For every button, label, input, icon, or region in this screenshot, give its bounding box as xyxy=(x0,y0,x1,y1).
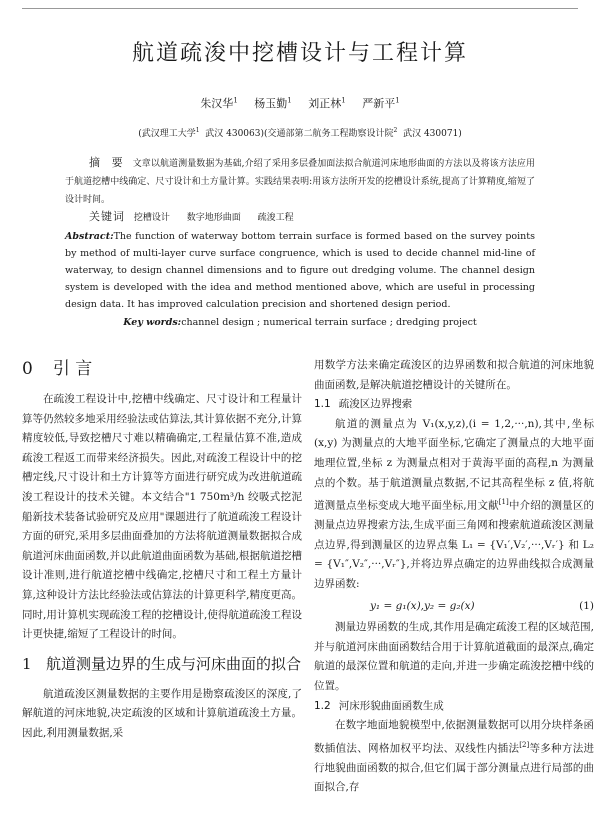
paragraph: 航道疏浚区测量数据的主要作用是勘察疏浚区的深度,了解航道的河床地貌,决定疏浚的区域和计算航道疏浚土方量。因此,利用测量数据,采 xyxy=(22,687,302,739)
abstract-en-text: The function of waterway bottom terrain surface is formed based on the survey points by method of multi-layer curve surface congruence, which is used to decide channel mid-line of waterway, to design channel dimensions and to figure out dredging volume. The channel design system is developed with the idea and method mentioned above, which are useful in processing design data. It has improved calculation precision and shortened design period. xyxy=(65,231,535,310)
keyword: 挖槽设计 xyxy=(133,213,170,223)
keywords-en-label: Key words: xyxy=(123,317,182,328)
abstract-chinese xyxy=(65,154,535,209)
section-heading-1: 1 航道测量边界的生成与河床曲面的拟合 xyxy=(22,654,302,673)
paper-title: 航道疏浚中挖槽设计与工程计算 xyxy=(131,41,468,66)
keywords-english xyxy=(65,314,535,331)
keyword: 数字地形曲面 xyxy=(186,213,241,223)
paragraph: 用数学方法来确定疏浚区的边界函数和拟合航道的河床地貌曲面函数,是解决航道挖槽设计的关键所在。 xyxy=(314,359,594,391)
author-list xyxy=(0,95,600,111)
header-rule xyxy=(22,8,578,9)
subsection-heading-1-2: 1.2 河床形貌曲面函数生成 xyxy=(314,699,444,712)
abstract-label: 摘 要 xyxy=(89,156,127,169)
author: 严新平$^1$ xyxy=(362,96,400,110)
keywords-en-text: channel design ; numerical terrain surface ; dredging project xyxy=(181,317,477,328)
affiliation: (武汉理工大学$^1$ 武汉 430063)(交通部第二航务工程勘察设计院$^2$ 武汉 430071) xyxy=(138,127,462,139)
keywords-label: 关键词 xyxy=(89,210,125,223)
paragraph: 在数字地面地貌模型中,依据测量数据可以用分块样条函数插值法、网格加权平均法、双线性内插法[2]等多种方法进行地貌曲面函数的拟合,但它们属于部分测量点进行局部的曲面拟合,存 xyxy=(314,719,595,794)
left-column xyxy=(22,356,302,744)
section-heading-intro: 0 引 言 xyxy=(22,359,93,379)
keyword: 疏浚工程 xyxy=(257,213,294,223)
author: 杨玉勤$^1$ xyxy=(254,96,292,110)
subsection-heading-1-1: 1.1 疏浚区边界搜索 xyxy=(314,398,413,411)
abstract-english xyxy=(65,228,535,313)
citation: [2] xyxy=(519,740,530,749)
abstract-en-label: Abstract: xyxy=(65,231,114,242)
citation: [1] xyxy=(498,498,509,507)
paragraph: 在疏浚工程设计中,挖槽中线确定、尺寸设计和工程量计算等仍然较多地采用经验法或估算法,其计算依据不充分,计算精度较低,导致挖槽尺寸难以精确确定,工程量估算不准,造成疏浚工程返工而带来经济损失。因此,对疏浚工程设计中的挖槽定线,尺寸设计和土方计算等方面进行研究成为改进航道疏浚工程设计的技术关键。本文结合"1 750m³/h 绞吸式挖泥船新技术装备试验研究及应用"课题进行了航道疏浚工程设计方面的研究,采用多层曲面叠加的方法将航道测量数据拟合成航道河床曲面函数,并以此航道曲面函数为基础,根据航道挖槽设计准则,进行航道挖槽中线确定,挖槽尺寸和工程土方量计算,这种设计方法比经验法或估算法的计算更科学,精度更高。同时,用计算机实现疏浚工程的挖槽设计,使得航道疏浚工程设计更快捷,缩短了工程设计的时间。 xyxy=(22,393,302,641)
abstract-text: 文章以航道测量数据为基础,介绍了采用多层叠加面法拟合航道河床地形曲面的方法以及将该方法应用于航道挖槽中线确定、尺寸设计和土方量计算。实践结果表明:用该方法所开发的挖槽设计系统,提高了计算精度,缩短了设计时间。 xyxy=(65,159,535,205)
author: 刘正林$^1$ xyxy=(308,96,346,110)
equation-number: (1) xyxy=(579,599,594,612)
paragraph: 测量边界函数的生成,其作用是确定疏浚工程的区域范围,并与航道河床曲面函数结合用于计算航道截面的最深点,确定航道的最深位置和航道的走向,并进一步确定疏浚挖槽中线的位置。 xyxy=(314,621,594,692)
right-column xyxy=(314,356,594,798)
paragraph: 航道的测量点为 V₁(x,y,z),(i = 1,2,···,n),其中,坐标(x,y) 为测量点的大地平面坐标,它确定了测量点的大地平面地理位置,坐标 z 为测量点相对于黄海平面的高程,n 为测量点的个数。基于航道测量点数据,不记其高程坐标 z 值,将航道测量点坐标变成大地平面坐标,用文献[1]中介绍的测量区的测量点边界搜索方法,生成平面三角网和搜索航道疏浚区测量点边界,得到测量区的边界点集 L₁ = {V₁′,V₂′,···,Vᵣ′} 和 L₂ = {V₁″,V₂″,···,Vᵣ″},并将边界点确定的边界曲线拟合成测量边界函数: xyxy=(314,417,595,591)
equation-1: y₁ = g₁(x),y₂ = g₂(x) (1) xyxy=(314,597,594,617)
author: 朱汉华$^1$ xyxy=(200,96,238,110)
keywords-chinese xyxy=(65,208,535,227)
